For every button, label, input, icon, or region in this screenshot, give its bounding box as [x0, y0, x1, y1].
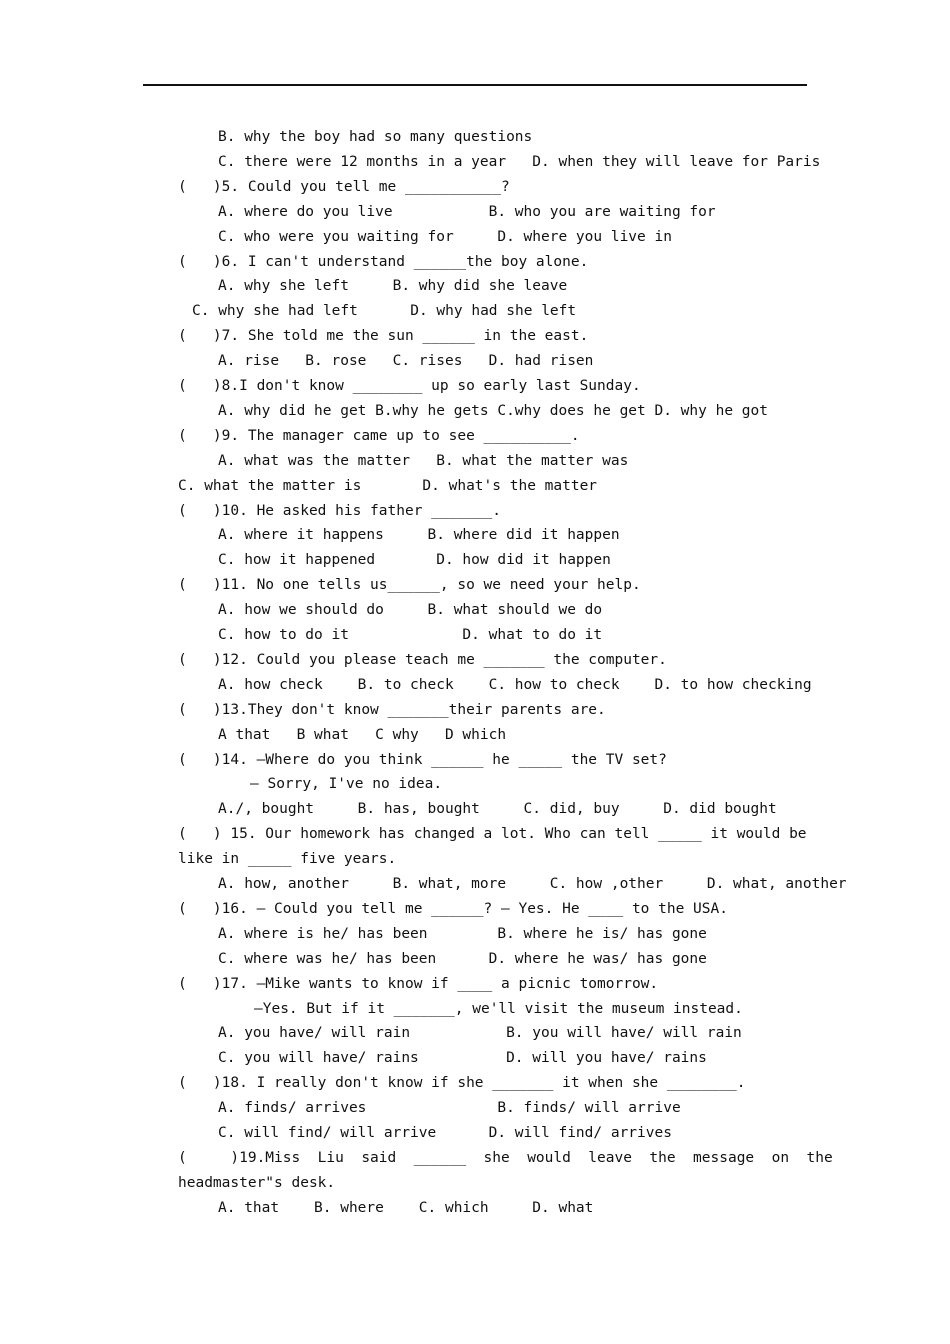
text-line: A. why she left B. why did she leave — [218, 278, 568, 294]
text-line: C. there were 12 months in a year D. when they will leave for Paris — [218, 154, 821, 170]
text-line: A. where is he/ has been B. where he is/ has gone — [218, 926, 707, 942]
text-line: —Yes. But if it _______, we'll visit the museum instead. — [254, 1001, 743, 1017]
text-line: A. how, another B. what, more C. how ,other D. what, another — [218, 876, 847, 892]
text-line: A. where do you live B. who you are waiting for — [218, 204, 716, 220]
text-line: A that B what C why D which — [218, 727, 507, 743]
text-line: B. why the boy had so many questions — [218, 129, 533, 145]
text-line: A. what was the matter B. what the matter was — [218, 453, 629, 469]
text-line: headmaster"s desk. — [178, 1175, 336, 1191]
text-line: C. how it happened D. how did it happen — [218, 552, 611, 568]
text-line: ( )13.They don't know _______their parents are. — [178, 702, 606, 718]
text-line: C. why she had left D. why had she left — [192, 303, 577, 319]
header-rule — [143, 84, 807, 86]
text-line: A. rise B. rose C. rises D. had risen — [218, 353, 594, 369]
text-line: like in _____ five years. — [178, 851, 397, 867]
text-line: ( )6. I can't understand ______the boy alone. — [178, 254, 589, 270]
text-line: ( )10. He asked his father _______. — [178, 503, 502, 519]
text-line: — Sorry, I've no idea. — [250, 776, 443, 792]
text-line: C. you will have/ rains D. will you have/ rains — [218, 1050, 707, 1066]
text-line: C. how to do it D. what to do it — [218, 627, 603, 643]
text-line: C. will find/ will arrive D. will find/ arrives — [218, 1125, 672, 1141]
text-line: ( )19.Miss Liu said ______ she would leave the message on the — [178, 1150, 833, 1166]
text-line: ( )17. —Mike wants to know if ____ a picnic tomorrow. — [178, 976, 659, 992]
text-line: ( )12. Could you please teach me _______ the computer. — [178, 652, 667, 668]
text-line: C. where was he/ has been D. where he was/ has gone — [218, 951, 707, 967]
text-line: ( )18. I really don't know if she _______ it when she ________. — [178, 1075, 746, 1091]
text-line: ( )16. — Could you tell me ______? — Yes. He ____ to the USA. — [178, 901, 728, 917]
text-line: A. you have/ will rain B. you will have/ will rain — [218, 1025, 742, 1041]
text-line: A. how we should do B. what should we do — [218, 602, 603, 618]
text-line: ( )8.I don't know ________ up so early last Sunday. — [178, 378, 641, 394]
text-line: A. finds/ arrives B. finds/ will arrive — [218, 1100, 681, 1116]
text-line: A. that B. where C. which D. what — [218, 1200, 594, 1216]
text-line: ( ) 15. Our homework has changed a lot. Who can tell _____ it would be — [178, 826, 807, 842]
text-line: ( )7. She told me the sun ______ in the east. — [178, 328, 589, 344]
text-line: C. what the matter is D. what's the matter — [178, 478, 598, 494]
text-line: ( )5. Could you tell me ___________? — [178, 179, 510, 195]
text-line: A. where it happens B. where did it happen — [218, 527, 620, 543]
text-line: A./, bought B. has, bought C. did, buy D. did bought — [218, 801, 777, 817]
text-line: ( )14. —Where do you think ______ he _____ the TV set? — [178, 752, 667, 768]
text-line: A. why did he get B.why he gets C.why does he get D. why he got — [218, 403, 768, 419]
text-line: ( )9. The manager came up to see __________. — [178, 428, 580, 444]
text-line: ( )11. No one tells us______, so we need your help. — [178, 577, 641, 593]
text-line: A. how check B. to check C. how to check D. to how checking — [218, 677, 812, 693]
text-line: C. who were you waiting for D. where you live in — [218, 229, 672, 245]
